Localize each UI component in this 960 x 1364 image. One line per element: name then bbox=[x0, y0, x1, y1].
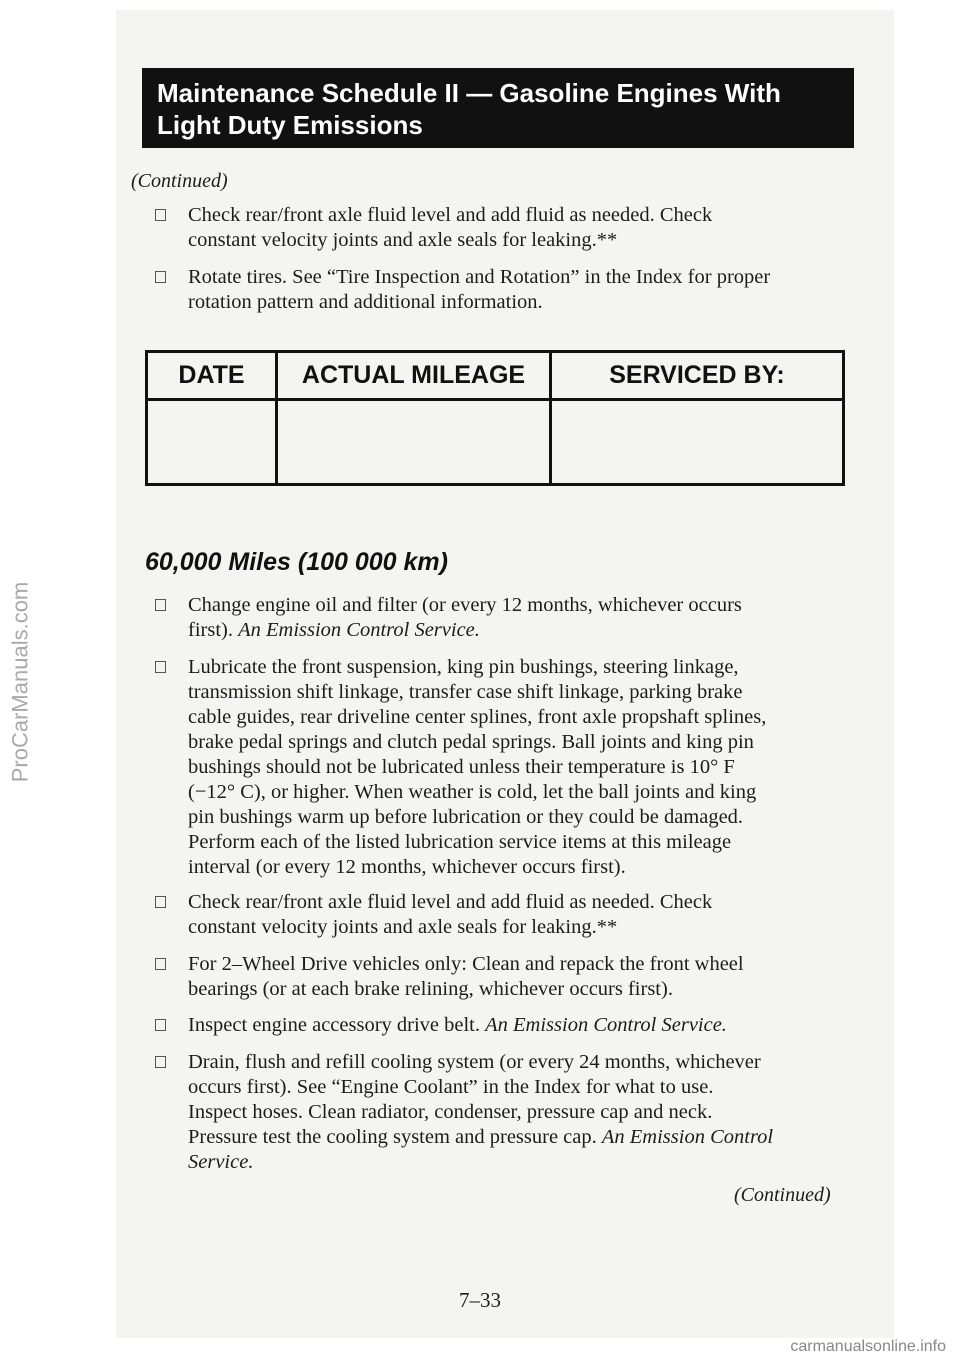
emission-note: Service. bbox=[188, 1151, 254, 1173]
page-header bbox=[142, 68, 854, 148]
footer-watermark: carmanualsonline.info bbox=[790, 1338, 946, 1355]
serviced-by-cell[interactable] bbox=[552, 401, 842, 483]
checkbox-icon[interactable] bbox=[155, 599, 166, 611]
checklist-item bbox=[155, 1013, 855, 1038]
checkbox-icon[interactable] bbox=[155, 661, 166, 673]
item-text-line: Check rear/front axle fluid level and add fluid as needed. Check bbox=[188, 891, 713, 913]
checkbox-icon[interactable] bbox=[155, 958, 166, 970]
header-line-1: Maintenance Schedule II — Gasoline Engines With bbox=[157, 78, 781, 108]
checklist-item bbox=[155, 1050, 855, 1175]
checklist-item bbox=[155, 265, 855, 315]
page-number: 7–33 bbox=[459, 1288, 501, 1312]
header-actual-mileage: ACTUAL MILEAGE bbox=[301, 361, 526, 389]
item-text-line: constant velocity joints and axle seals for leaking.** bbox=[188, 229, 618, 251]
item-text-line: rotation pattern and additional information. bbox=[188, 291, 543, 313]
item-text-line: (−12° C), or higher. When weather is cold, let the ball joints and king bbox=[188, 781, 757, 803]
item-text-line: Check rear/front axle fluid level and add fluid as needed. Check bbox=[188, 204, 713, 226]
checklist-item bbox=[155, 890, 855, 940]
header-line-2: Light Duty Emissions bbox=[157, 110, 423, 140]
item-text: first). bbox=[188, 619, 239, 641]
checkbox-icon[interactable] bbox=[155, 209, 166, 221]
checkbox-icon[interactable] bbox=[155, 1019, 166, 1031]
checkbox-icon[interactable] bbox=[155, 1056, 166, 1068]
side-watermark bbox=[0, 0, 40, 1364]
item-text-line: constant velocity joints and axle seals for leaking.** bbox=[188, 916, 618, 938]
item-text-line: cable guides, rear driveline center splines, front axle propshaft splines, bbox=[188, 706, 767, 728]
item-text-line: bushings should not be lubricated unless their temperature is 10° F bbox=[188, 756, 735, 778]
item-text-line: Rotate tires. See “Tire Inspection and Rotation” in the Index for proper bbox=[188, 266, 771, 288]
item-text: Inspect engine accessory drive belt. bbox=[188, 1014, 486, 1036]
emission-note: An Emission Control Service. bbox=[485, 1014, 727, 1036]
section-heading: 60,000 Miles (100 000 km) bbox=[145, 548, 448, 576]
item-text-line: occurs first). See “Engine Coolant” in the Index for what to use. bbox=[188, 1076, 714, 1098]
item-text-line: Perform each of the listed lubrication service items at this mileage bbox=[188, 831, 732, 853]
checklist-item bbox=[155, 952, 855, 1002]
service-record-table bbox=[145, 350, 845, 486]
item-text-line: Inspect hoses. Clean radiator, condenser, pressure cap and neck. bbox=[188, 1101, 713, 1123]
item-text-line: Change engine oil and filter (or every 12 months, whichever occurs bbox=[188, 594, 742, 616]
checklist-item bbox=[155, 593, 855, 643]
item-text-line: transmission shift linkage, transfer case shift linkage, parking brake bbox=[188, 681, 743, 703]
header-serviced-by: SERVICED BY: bbox=[609, 361, 785, 389]
mileage-cell[interactable] bbox=[278, 401, 549, 483]
item-text: Pressure test the cooling system and pressure cap. bbox=[188, 1126, 602, 1148]
emission-note: An Emission Control bbox=[601, 1126, 774, 1148]
header-date: DATE bbox=[178, 361, 245, 389]
continued-label-bottom: (Continued) bbox=[734, 1184, 831, 1206]
item-text-line: Lubricate the front suspension, king pin bushings, steering linkage, bbox=[188, 656, 739, 678]
date-cell[interactable] bbox=[148, 401, 275, 483]
checkbox-icon[interactable] bbox=[155, 896, 166, 908]
emission-note: An Emission Control Service. bbox=[238, 619, 480, 641]
item-text-line: For 2–Wheel Drive vehicles only: Clean and repack the front wheel bbox=[188, 953, 744, 975]
item-text-line: interval (or every 12 months, whichever occurs first). bbox=[188, 856, 626, 878]
item-text-line: bearings (or at each brake relining, whichever occurs first). bbox=[188, 978, 673, 1000]
item-text-line: pin bushings warm up before lubrication or they could be damaged. bbox=[188, 806, 744, 828]
continued-label-top: (Continued) bbox=[131, 170, 228, 192]
side-watermark-text: ProCarManuals.com bbox=[7, 581, 33, 783]
item-text-line: Drain, flush and refill cooling system (or every 24 months, whichever bbox=[188, 1051, 761, 1073]
checklist-item bbox=[155, 203, 855, 253]
checkbox-icon[interactable] bbox=[155, 271, 166, 283]
item-text-line: brake pedal springs and clutch pedal springs. Ball joints and king pin bbox=[188, 731, 754, 753]
checklist-item bbox=[155, 655, 855, 880]
